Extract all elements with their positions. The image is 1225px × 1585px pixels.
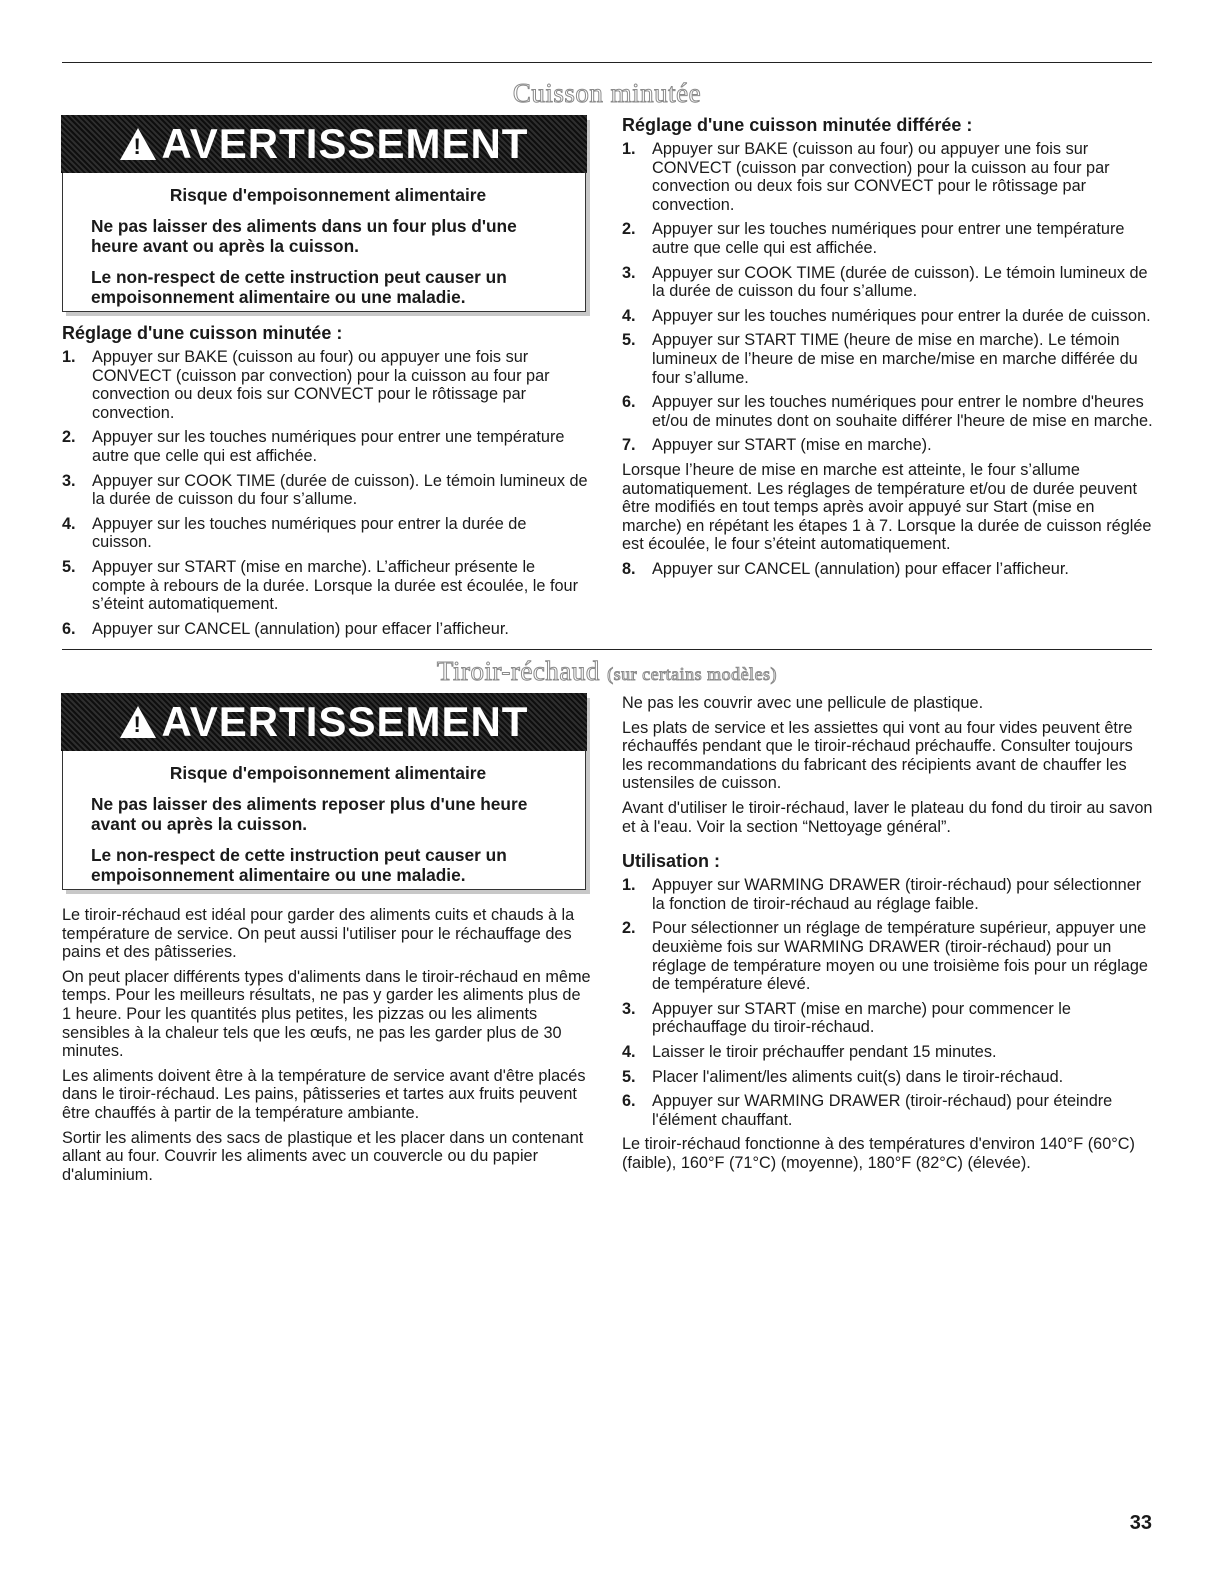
step-list	[62, 348, 590, 638]
warning-triangle-icon: !	[120, 706, 156, 738]
step-text: Appuyer sur START (mise en marche) pour commencer le préchauffage du tiroir-réchaud.	[652, 999, 1071, 1037]
reglage-cuisson-minutee	[62, 322, 590, 644]
top-rule	[62, 62, 1152, 63]
list-item	[622, 919, 1154, 993]
step-text: Appuyer sur WARMING DRAWER (tiroir-réchaud) pour sélectionner la fonction de tiroir-réchaud au réglage faible.	[652, 876, 1142, 913]
warning-line-2: Le non-respect de cette instruction peut causer un empoisonnement alimentaire ou une maladie.	[91, 266, 507, 307]
step-text: Appuyer sur CANCEL (annulation) pour effacer l’afficheur.	[92, 619, 509, 638]
warning-header	[61, 115, 587, 173]
paragraph: On peut placer différents types d'aliments dans le tiroir-réchaud en même temps. Pour les meilleurs résultats, ne pas y garder les aliments plus de 1 heure. Pour les quantités plus petites, les pizzas ou les aliments sensibles à la chaleur tels que les œufs, ne pas les garder plus de 30 minutes.	[62, 967, 591, 1061]
step-number: 2.	[622, 919, 636, 938]
warning-box-2	[62, 694, 586, 890]
step-text: Pour sélectionner un réglage de température supérieur, appuyer une deuxième fois sur WARMING DRAWER (tiroir-réchaud) pour un réglage de température moyen ou une troisième fois pour un réglage de température élevé.	[652, 919, 1148, 994]
list-item	[622, 1092, 1154, 1129]
warning-line-1: Ne pas laisser des aliments dans un four plus d'une heure avant ou après la cuisson.	[91, 215, 517, 256]
step-number: 2.	[622, 220, 636, 239]
step-text: Appuyer sur START TIME (heure de mise en marche). Le témoin lumineux de l’heure de mise en marche/mise en marche différée du four s’allume.	[652, 331, 1138, 387]
list-item	[622, 331, 1154, 387]
paragraph: Avant d'utiliser le tiroir-réchaud, laver le plateau du fond du tiroir au savon et à l'eau. Voir la section “Nettoyage général”.	[622, 798, 1153, 836]
list-item	[622, 264, 1154, 301]
step-number: 3.	[622, 999, 636, 1018]
list-item	[62, 515, 590, 552]
warning-box-1	[62, 116, 586, 312]
warning-line-2: Le non-respect de cette instruction peut causer un empoisonnement alimentaire ou une maladie.	[91, 844, 507, 885]
step-text: Appuyer sur les touches numériques pour entrer une température autre que celle qui est affichée.	[92, 428, 565, 465]
list-item	[622, 1068, 1154, 1087]
step-number: 3.	[622, 263, 636, 282]
warning-line-1: Ne pas laisser des aliments reposer plus d'une heure avant ou après la cuisson.	[91, 793, 528, 834]
step-text: Appuyer sur WARMING DRAWER (tiroir-réchaud) pour éteindre l'élément chauffant.	[652, 1092, 1113, 1129]
list-item	[622, 876, 1154, 913]
step-number: 6.	[622, 1092, 636, 1111]
reglage-cuisson-differee	[622, 114, 1154, 584]
paragraph: Le tiroir-réchaud fonctionne à des températures d'environ 140°F (60°C) (faible), 160°F (71°C) (moyenne), 180°F (82°C) (élevée).	[622, 1135, 1135, 1172]
section-title-cuisson-minutee	[62, 78, 1152, 109]
section-title-text: Tiroir-réchaud	[436, 656, 600, 686]
step-list	[622, 140, 1154, 455]
tiroir-right-column	[622, 694, 1154, 1178]
step-text: Appuyer sur START (mise en marche).	[652, 436, 932, 455]
step-text: Appuyer sur les touches numériques pour entrer une température autre que celle qui est affichée.	[652, 220, 1125, 257]
step-number: 1.	[622, 140, 636, 158]
list-item	[622, 436, 1154, 455]
warning-risk: Risque d'empoisonnement alimentaire	[169, 185, 487, 205]
step-text: Appuyer sur les touches numériques pour entrer le nombre d'heures et/ou de minutes dont on souhaite différer l'heure de mise en marche.	[652, 393, 1153, 430]
list-item	[622, 1043, 1154, 1062]
step-number: 3.	[62, 471, 76, 490]
page-number: 33	[1129, 1512, 1152, 1534]
list-item	[622, 393, 1154, 430]
tiroir-left-column	[62, 906, 592, 1190]
list-item	[62, 428, 590, 465]
step-text: Appuyer sur COOK TIME (durée de cuisson). Le témoin lumineux de la durée de cuisson du four s’allume.	[92, 471, 588, 509]
step-number: 4.	[62, 514, 76, 533]
list-item	[62, 348, 590, 422]
step-number: 7.	[622, 436, 636, 455]
step-number: 5.	[62, 557, 76, 576]
step-text: Appuyer sur BAKE (cuisson au four) ou appuyer une fois sur CONVECT (cuisson par convection) pour la cuisson au four par convection ou deux fois sur CONVECT pour le rôtissage par convection.	[652, 140, 1110, 214]
paragraph: Le tiroir-réchaud est idéal pour garder des aliments cuits et chauds à la température de service. On peut aussi l'utiliser pour le réchauffage des pains et des pâtisseries.	[62, 906, 575, 962]
step-number: 1.	[62, 348, 76, 366]
paragraph: Ne pas les couvrir avec une pellicule de plastique.	[622, 694, 984, 712]
section-title-note: (sur certains modèles)	[607, 664, 778, 684]
warning-header	[61, 693, 587, 751]
step-number: 1.	[622, 876, 636, 895]
list-item	[622, 307, 1154, 326]
paragraph: Sortir les aliments des sacs de plastique et les placer dans un contenant allant au four. Couvrir les aliments avec un couvercle ou du papier d'aluminium.	[62, 1128, 584, 1184]
step-text: Placer l'aliment/les aliments cuit(s) dans le tiroir-réchaud.	[652, 1067, 1064, 1086]
step-text: Appuyer sur les touches numériques pour entrer la durée de cuisson.	[652, 306, 1151, 325]
section-heading: Réglage d'une cuisson minutée :	[62, 323, 343, 343]
step-number: 8.	[622, 559, 636, 578]
paragraph: Les aliments doivent être à la température de service avant d'être placés dans le tiroir-réchaud. Les pains, pâtisseries et tartes aux fruits peuvent être chauffés à partir de la température ambiante.	[62, 1066, 586, 1122]
warning-header-text: AVERTISSEMENT	[161, 698, 529, 745]
section-title-text: Cuisson minutée	[512, 78, 702, 108]
step-number: 2.	[62, 428, 76, 447]
step-number: 5.	[622, 331, 636, 350]
step-number: 6.	[622, 393, 636, 412]
step-text: Appuyer sur BAKE (cuisson au four) ou appuyer une fois sur CONVECT (cuisson par convection) pour la cuisson au four par convection ou deux fois sur CONVECT pour le rôtissage par convection.	[92, 348, 550, 422]
section-title-tiroir	[62, 656, 1152, 687]
step-number: 6.	[62, 619, 76, 638]
list-item	[622, 1000, 1154, 1037]
step-number: 4.	[622, 306, 636, 325]
step-list	[622, 876, 1154, 1129]
paragraph: Les plats de service et les assiettes qui vont au four vides peuvent être réchauffés pendant que le tiroir-réchaud préchauffe. Consulter toujours les recommandations du fabricant des récipients avant de chauffer les ustensiles de cuisson.	[622, 718, 1133, 793]
list-item	[62, 472, 590, 509]
section-rule	[62, 649, 1152, 650]
list-item	[622, 560, 1154, 579]
warning-header-text: AVERTISSEMENT	[161, 120, 529, 167]
list-item	[62, 620, 590, 639]
step-text: Appuyer sur START (mise en marche). L’afficheur présente le compte à rebours de la durée. Lorsque la durée est écoulée, le four s’éteint automatiquement.	[92, 557, 579, 614]
step-number: 4.	[622, 1042, 636, 1061]
section-heading: Utilisation :	[622, 851, 720, 872]
paragraph: Lorsque l’heure de mise en marche est atteinte, le four s’allume automatiquement. Les réglages de température et/ou de durée peuvent être modifiés en tout temps après avoir appuyé sur Start (mise en marche) en répétant les étapes 1 à 7. Lorsque la durée de cuisson réglée est écoulée, le four s’éteint automatiquement.	[622, 460, 1152, 554]
warning-risk: Risque d'empoisonnement alimentaire	[169, 763, 487, 783]
step-text: Appuyer sur CANCEL (annulation) pour effacer l’afficheur.	[652, 559, 1069, 578]
list-item	[622, 140, 1154, 214]
warning-triangle-icon: !	[120, 128, 156, 160]
section-heading: Réglage d'une cuisson minutée différée :	[622, 115, 973, 135]
list-item	[62, 558, 590, 614]
step-text: Laisser le tiroir préchauffer pendant 15 minutes.	[652, 1042, 997, 1061]
step-number: 5.	[622, 1067, 636, 1086]
step-text: Appuyer sur les touches numériques pour entrer la durée de cuisson.	[92, 514, 527, 552]
list-item	[622, 220, 1154, 257]
step-list	[622, 560, 1154, 579]
step-text: Appuyer sur COOK TIME (durée de cuisson). Le témoin lumineux de la durée de cuisson du four s’allume.	[652, 263, 1148, 301]
